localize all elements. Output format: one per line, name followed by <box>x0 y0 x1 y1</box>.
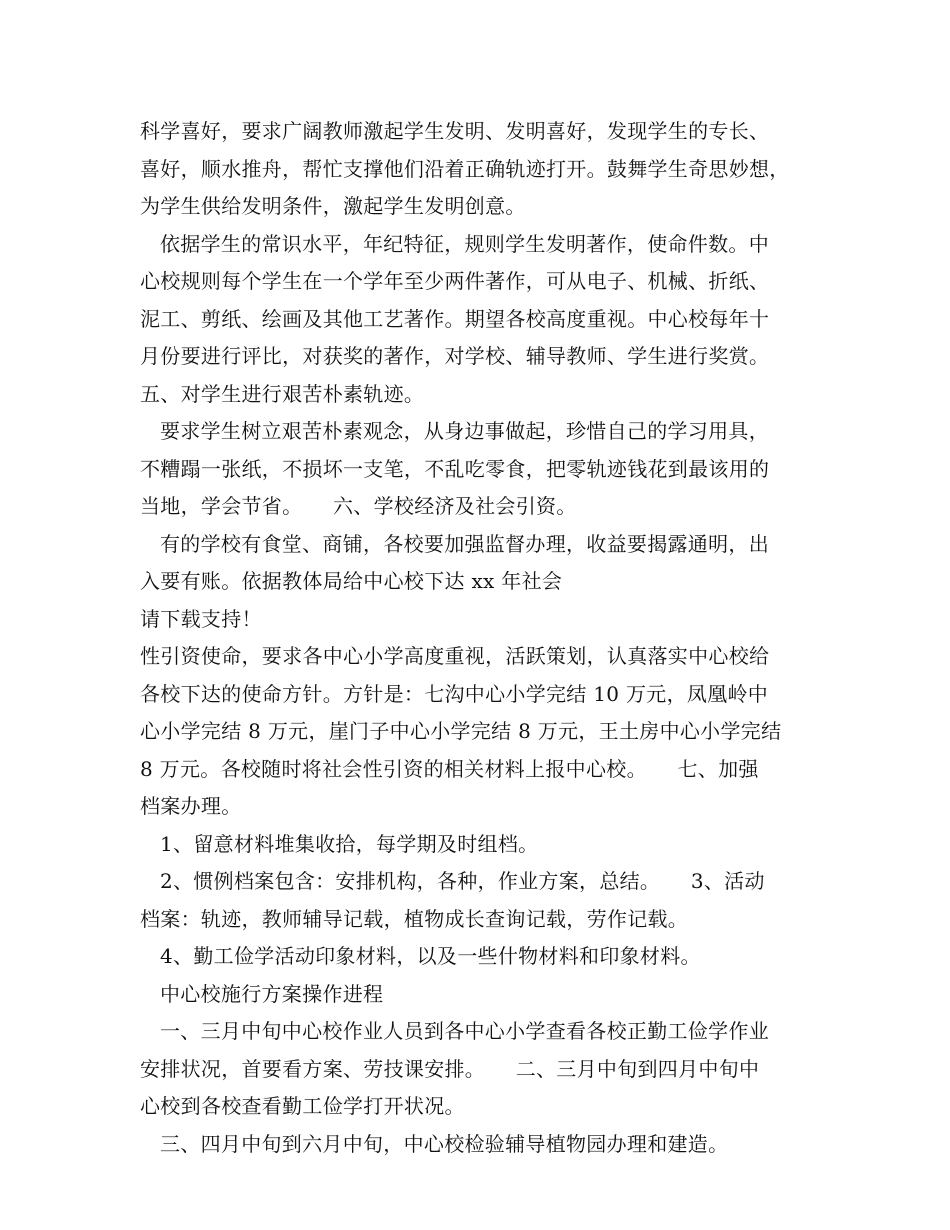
text-line: 喜好，顺水推舟，帮忙支撑他们沿着正确轨迹打开。鼓舞学生奇思妙想， <box>140 156 790 181</box>
text-line: 月份要进行评比，对获奖的著作，对学校、辅导教师、学生进行奖赏。 <box>140 344 770 368</box>
text-line: 一、三月中旬中心校作业人员到各中心小学查看各校正勤工俭学作业 <box>160 1019 769 1043</box>
text-line: 依据学生的常识水平，年纪特征，规则学生发明著作，使命件数。中 <box>160 231 769 256</box>
text-line: 泥工、剪纸、绘画及其他工艺著作。期望各校高度重视。中心校每年十 <box>140 306 770 331</box>
text-line: 4、勤工俭学活动印象材料，以及一些什物材料和印象材料。 <box>160 944 701 968</box>
text-line: 1、留意材料堆集收拾，每学期及时组档。 <box>160 831 539 856</box>
text-line: 各校下达的使命方针。方针是：七沟中心小学完结 10 万元，凤凰岭中 <box>140 681 769 706</box>
text-line: 科学喜好，要求广阔教师激起学生发明、发明喜好，发现学生的专长、 <box>140 119 770 143</box>
text-line: 请下载支持！ <box>140 606 262 631</box>
text-line: 安排状况，首要看方案、劳技课安排。 二、三月中旬到四月中旬中 <box>140 1056 760 1081</box>
text-line: 有的学校有食堂、商铺，各校要加强监督办理，收益要揭露通明，出 <box>160 531 769 556</box>
text-line: 心校到各校查看勤工俭学打开状况。 <box>140 1094 465 1118</box>
text-line: 中心校施行方案操作进程 <box>160 981 384 1006</box>
text-line: 性引资使命，要求各中心小学高度重视，活跃策划，认真落实中心校给 <box>140 644 770 668</box>
text-line: 8 万元。各校随时将社会性引资的相关材料上报中心校。 七、加强 <box>140 756 759 781</box>
document-page <box>140 113 830 1163</box>
text-line: 要求学生树立艰苦朴素观念，从身边事做起，珍惜自己的学习用具， <box>160 419 769 443</box>
text-line: 档案：轨迹，教师辅导记载，植物成长查询记载，劳作记载。 <box>140 906 689 931</box>
text-line: 不糟蹋一张纸，不损坏一支笔，不乱吃零食，把零轨迹钱花到最该用的 <box>140 456 770 481</box>
text-line: 三、四月中旬到六月中旬，中心校检验辅导植物园办理和建造。 <box>160 1131 729 1156</box>
text-line: 当地，学会节省。 六、学校经济及社会引资。 <box>140 494 577 518</box>
text-line: 入要有账。依据教体局给中心校下达 xx 年社会 <box>140 569 563 593</box>
text-line: 心小学完结 8 万元，崖门子中心小学完结 8 万元，王土房中心小学完结 <box>140 719 782 743</box>
document-body <box>140 113 830 1163</box>
text-line: 心校规则每个学生在一个学年至少两件著作，可从电子、机械、折纸、 <box>140 269 770 293</box>
text-line: 为学生供给发明条件，激起学生发明创意。 <box>140 194 526 218</box>
text-line: 五、对学生进行艰苦朴素轨迹。 <box>140 381 425 406</box>
text-line: 2、惯例档案包含：安排机构，各种，作业方案，总结。 3、活动 <box>160 869 765 893</box>
text-line: 档案办理。 <box>140 794 242 818</box>
